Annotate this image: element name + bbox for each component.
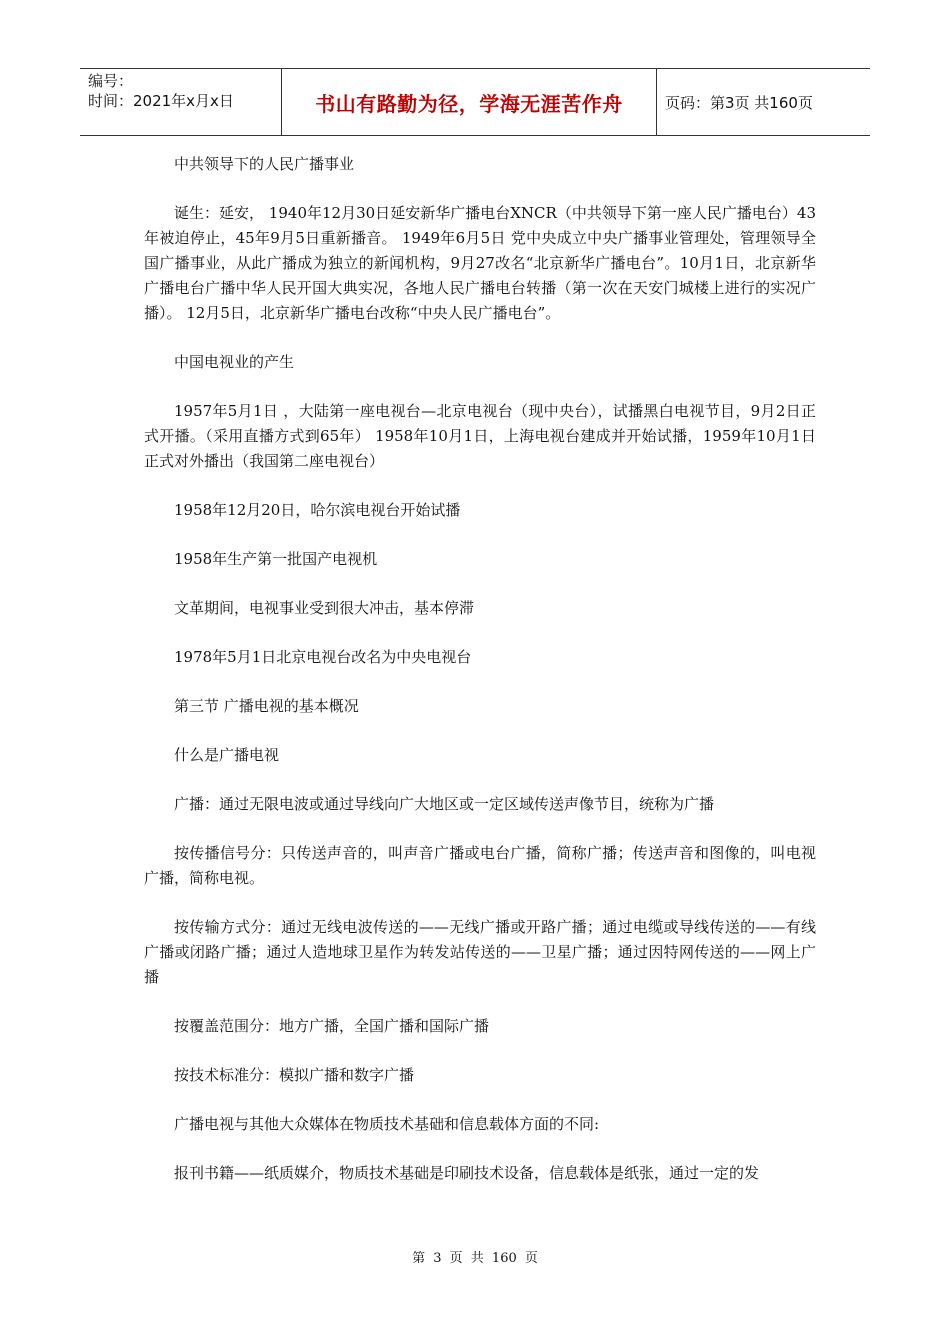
header-page-label: 页码：第3页 共160页 (665, 93, 813, 112)
paragraph-birth-yanan: 诞生：延安， 1940年12月30日延安新华广播电台XNCR（中共领导下第一座人民广播电台）43年被迫停止，45年9月5日重新播音。 1949年6月5日 党中央成立中央广播事业管理处，管理领导全国广播事业，从此广播成为独立的新闻机构，9月27改名“北京新华广播电台”。10月1日，北京新华广播电台广播中华人民开国大典实况，各地人民广播电台转播（第一次在天安门城楼上进行的实况广播）。 12月5日，北京新华广播电台改称“中央人民广播电台”。 (144, 204, 816, 322)
document-body (144, 152, 816, 1210)
motto-text: 书山有路勤为径，学海无涯苦作舟 (315, 91, 623, 116)
header-page-cell (657, 69, 870, 135)
paragraph-by-signal: 按传播信号分：只传送声音的，叫声音广播或电台广播，简称广播；传送声音和图像的，叫电视广播，简称电视。 (144, 844, 816, 887)
header-motto-cell (282, 69, 657, 135)
paragraph-first-tv-sets: 1958年生产第一批国产电视机 (174, 550, 378, 568)
page-footer: 第 3 页 共 160 页 (412, 1251, 538, 1266)
paragraph-media-differences: 广播电视与其他大众媒体在物质技术基础和信息载体方面的不同: (174, 1115, 600, 1133)
paragraph-print-media: 报刊书籍——纸质媒介，物质技术基础是印刷技术设备，信息载体是纸张，通过一定的发 (174, 1164, 760, 1182)
paragraph-cctv-rename: 1978年5月1日北京电视台改名为中央电视台 (174, 648, 472, 666)
number-label: 编号： (88, 72, 134, 90)
heading-tv-origin: 中国电视业的产生 (174, 353, 295, 371)
paragraph-by-coverage: 按覆盖范围分：地方广播，全国广播和国际广播 (174, 1017, 490, 1035)
paragraph-broadcast-definition: 广播：通过无限电波或通过导线向广大地区或一定区域传送声像节目，统称为广播 (174, 795, 715, 813)
paragraph-beijing-tv: 1957年5月1日 ，大陆第一座电视台—北京电视台（现中央台），试播黑白电视节目，9月2日正式开播。（采用直播方式到65年） 1958年10月1日，上海电视台建成并开始试播，1959年10月1日正式对外播出（我国第二座电视台） (144, 402, 816, 470)
paragraph-by-standard: 按技术标准分：模拟广播和数字广播 (174, 1066, 415, 1084)
paragraph-harbin-tv: 1958年12月20日，哈尔滨电视台开始试播 (174, 501, 461, 519)
heading-what-is-broadcasting: 什么是广播电视 (174, 746, 280, 764)
heading-section-three: 第三节 广播电视的基本概况 (174, 697, 359, 715)
paragraph-cultural-revolution: 文革期间，电视事业受到很大冲击，基本停滞 (174, 599, 475, 617)
paragraph-by-transmission: 按传输方式分：通过无线电波传送的——无线广播或开路广播；通过电缆或导线传送的——有线广播或闭路广播；通过人造地球卫星作为转发站传送的——卫星广播；通过因特网传送的——网上广播 (144, 918, 816, 986)
date-label: 时间：2021年x月x日 (88, 92, 234, 110)
header-meta (80, 69, 282, 135)
heading-people-broadcasting: 中共领导下的人民广播事业 (174, 155, 355, 173)
page-header (80, 68, 870, 136)
